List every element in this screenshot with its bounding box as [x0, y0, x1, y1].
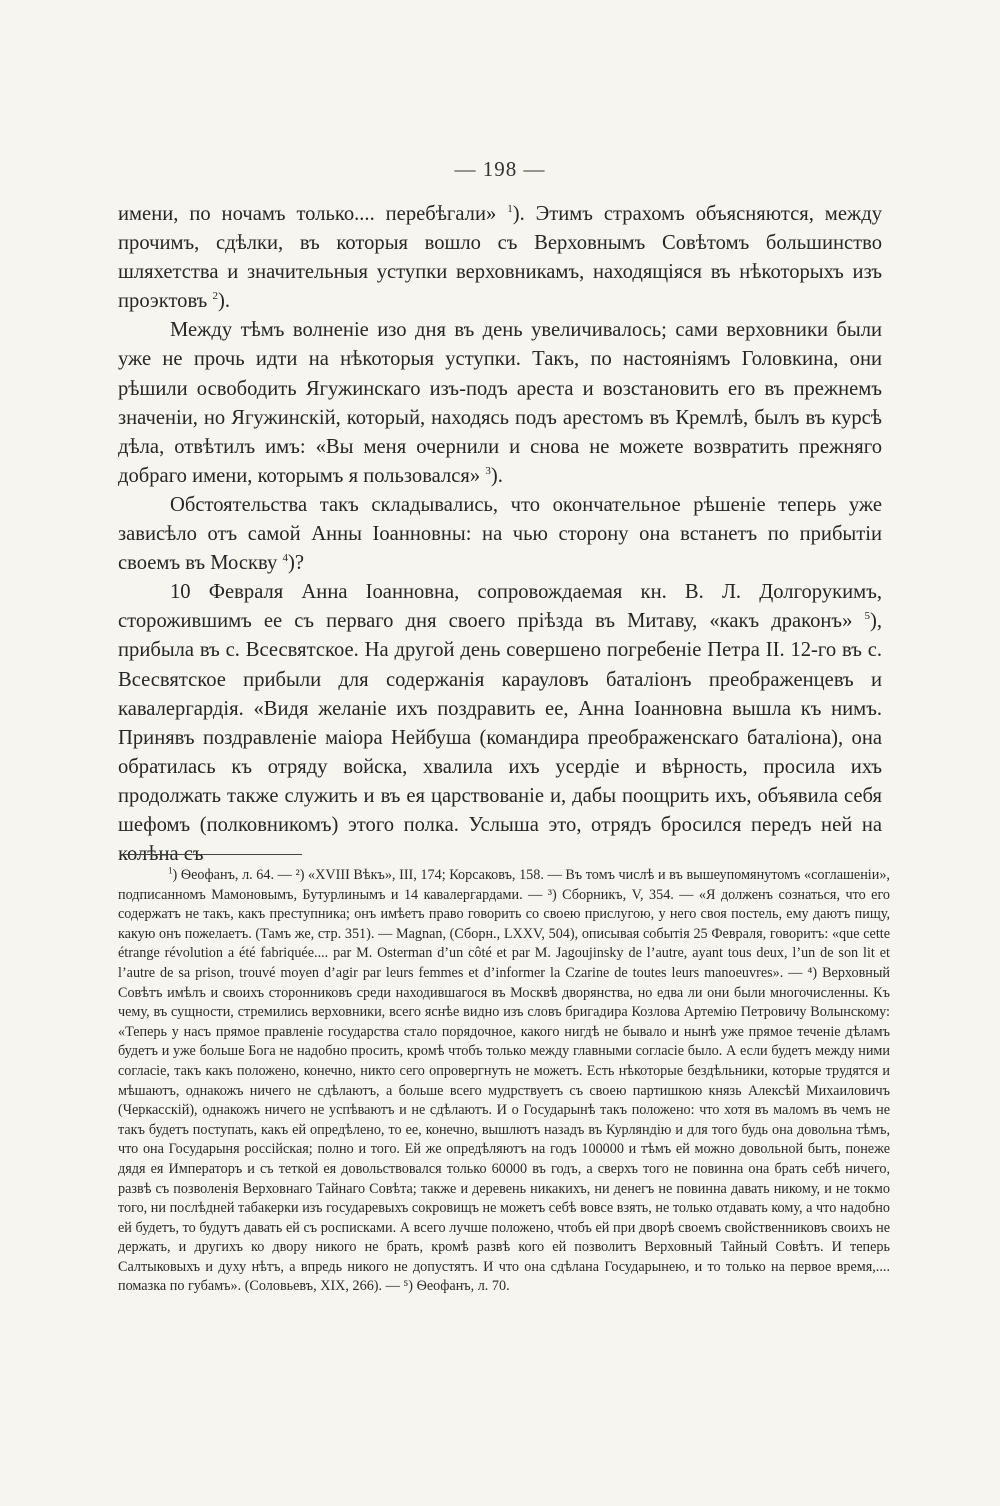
paragraph-text: 10 Февраля Анна Іоанновна, сопровождаемая кн. В. Л. Долгорукимъ, сторожившимъ ее съ перваго дня своего пріѣзда въ Митаву, «какъ драконъ» [118, 581, 882, 633]
paragraph-text: Обстоятельства такъ складывались, что окончательное рѣшеніе теперь уже зависѣло отъ самой Анны Іоанновны: на чью сторону она встанетъ по прибытіи своемъ въ Москву [118, 493, 882, 575]
page-number: — 198 — [454, 157, 546, 181]
paragraph-text: ). [490, 464, 503, 487]
footnote-marker: 2 [212, 290, 218, 303]
paragraph-text: ), прибыла въ с. Всесвятское. На другой день совершено погребеніе Петра II. 12-го въ с. Всесвятское прибыли для содержанія карауловъ баталіонъ преображенцевъ и кавалергардія. «Видя желаніе ихъ поздравить ее, Анна Іоанновна вышла къ нимъ. Принявъ поздравленіе маіора Нейбуша (командира преображенскаго баталіона), она обратилась къ отряду войска, хвалила ихъ усердіе и вѣрность, просила ихъ продолжать также служить и въ ея царствованіе и, дабы поощрить ихъ, объявила себя шефомъ (полковникомъ) этого полка. Услыша это, отрядъ бросился передъ ней на колѣна съ [118, 610, 882, 866]
footnote-marker: 3 [485, 464, 491, 477]
paragraph-text: ). [217, 290, 230, 313]
paragraph-text: )? [287, 552, 304, 575]
paragraph-text: имени, по ночамъ только.... перебѣгали» [118, 203, 508, 225]
main-text-body [118, 200, 882, 869]
footnotes-block: $^1$) Ѳеофанъ, л. 64. — ²) «XVIII Вѣкъ», III, 174; Корсаковъ, 158. — Въ томъ числѣ и въ вышеупомянутомъ «соглашеніи», подписанномъ Мамоновымъ, Бутурлинымъ и 14 кавалергардами. — ³) Сборникъ, V, 354. — «Я долженъ сознаться, что его содержатъ не такъ, какъ преступника; онъ имѣетъ право говорить со своею прислугою, у него своя постель, ему даютъ пищу, какую онъ пожелаетъ. (Тамъ же, стр. 351). — Magnan, (Сборн., LXXV, 504), описывая событія 25 Февраля, говоритъ: «que cette étrange révolution a été fabriquée.... par M. Osterman d’un côté et par M. Jagoujinsky de l’autre, ayant tous deux, l’un de son lit et l’autre de sa prison, trouvé moyen d’agir par leurs femmes et d’informer la Czarine de toutes leurs manoeuvres». — ⁴) Верховный Совѣтъ имѣлъ и своихъ сторонниковъ среди находившагося въ Москвѣ дворянства, но едва ли они были многочисленны. Къ чему, въ сущности, стремились верховники, всего яснѣе видно изъ словъ бригадира Козлова Артемію Петровичу Волынскому: «Теперь у насъ прямое правленіе государства стало порядочное, какого нигдѣ не бывало и нынѣ уже прямое теченіе дѣламъ будетъ и уже больше Бога не надобно просить, кромѣ чтобъ только между главными согласіе было. А если будетъ между ними согласіе, такъ какъ положено, конечно, никто сего опровергнуть не можетъ. Есть нѣкоторые бездѣльники, которые трудятся и мѣшаютъ, однакожъ ничего не сдѣлаютъ, а больше всего мудрствуетъ съ своею партишкою князь Алексѣй Михаиловичъ (Черкасскій), однакожъ ничего не успѣваютъ и не сдѣлаютъ. И о Государынѣ такъ положено: что хотя въ маломъ въ чемъ не такъ будетъ поступать, какъ ей опредѣлено, то ее, конечно, вышлютъ назадъ въ Курляндію и для того будь она довольна тѣмъ, что она Государыня россійская; полно и того. Ей же опредѣляютъ на годъ 100000 и тѣмъ ей можно довольной быть, понеже дядя ея Императоръ и съ теткой ея довольствовался только 60000 въ годъ, а сверхъ того не повинна она брать себѣ ничего, развѣ съ позволенія Верховнаго Тайнаго Совѣта; также и деревень никакихъ, ни денегъ не повинна давать никому, и не токмо того, ни послѣдней табакерки изъ государевыхъ сокровищъ не можетъ себѣ вовсе взять, не только отдавать кому, а что надобно ей будетъ, то будутъ давать ей съ росписками. А всего лучше положено, чтобъ ей при дворѣ своемъ свойственниковъ своихъ не держать, и другихъ ко двору никого не брать, кромѣ развѣ кого ей позволитъ Верховный Тайный Совѣтъ. И теперь Салтыковыхъ и духу нѣтъ, а впредь никого не допустятъ. И что она сдѣлана Государынею, и то только на первое время,.... помазка по губамъ». (Соловьевъ, XIX, 266). — ⁵) Ѳеофанъ, л. 70. [118, 865, 890, 1295]
footnote-marker: 1 [507, 203, 513, 216]
footnotes-text: Ѳеофанъ, л. 64. — ²) «XVIII Вѣкъ», III, 174; Корсаковъ, 158. — Въ томъ числѣ и въ вышеупомянутомъ «соглашеніи», подписанномъ Мамоновымъ, Бутурлинымъ и 14 кавалергардами. — ³) Сборникъ, V, 354. — «Я долженъ сознаться, что его содержатъ не такъ, какъ преступника; онъ имѣетъ право говорить со своею прислугою, у него своя постель, ему даютъ пищу, какую онъ пожелаетъ. (Тамъ же, стр. 351). — Magnan, (Сборн., LXXV, 504), описывая событія 25 Февраля, говоритъ: «que cette étrange révolution a été fabriquée.... par M. Osterman d’un côté et par M. Jagoujinsky de l’autre, ayant tous deux, l’un de son lit et l’autre de sa prison, trouvé moyen d’agir par leurs femmes et d’informer la Czarine de toutes leurs manoeuvres». — ⁴) Верховный Совѣтъ имѣлъ и своихъ сторонниковъ среди находившагося въ Москвѣ дворянства, но едва ли они были многочисленны. Къ чему, въ сущности, стремились верховники, всего яснѣе видно изъ словъ бригадира Козлова Артемію Петровичу Волынскому: «Теперь у насъ прямое правленіе государства стало порядочное, какого нигдѣ не бывало и нынѣ уже прямое теченіе дѣламъ будетъ и уже больше Бога не надобно просить, кромѣ чтобъ только между главными согласіе было. А если будетъ между ними согласіе, такъ какъ положено, конечно, никто сего опровергнуть не можетъ. Есть нѣкоторые бездѣльники, которые трудятся и мѣшаютъ, однакожъ ничего не сдѣлаютъ, а больше всего мудрствуетъ съ своею партишкою князь Алексѣй Михаиловичъ (Черкасскій), однакожъ ничего не успѣваютъ и не сдѣлаютъ. И о Государынѣ такъ положено: что хотя въ маломъ въ чемъ не такъ будетъ поступать, какъ ей опредѣлено, то ее, конечно, вышлютъ назадъ въ Курляндію и для того будь она довольна тѣмъ, что она Государыня россійская; полно и того. Ей же опредѣляютъ на годъ 100000 и тѣмъ ей можно довольной быть, понеже дядя ея Императоръ и съ теткой ея довольствовался только 60000 въ годъ, а сверхъ того не повинна она брать себѣ ничего, развѣ съ позволенія Верховнаго Тайнаго Совѣта; также и деревень никакихъ, ни денегъ не повинна давать никому, и не токмо того, ни послѣдней табакерки изъ государевыхъ сокровищъ не можетъ себѣ вовсе взять, не только отдавать кому, а что надобно ей будетъ, то будутъ давать ей съ росписками. А всего лучше положено, чтобъ ей при дворѣ своемъ свойственниковъ своихъ не держать, и другихъ ко двору никого не брать, кромѣ развѣ кого ей позволитъ Верховный Тайный Совѣтъ. И теперь Салтыковыхъ и духу нѣтъ, а впредь никого не допустятъ. И что она сдѣлана Государынею, и то только на первое время,.... помазка по губамъ». (Соловьевъ, XIX, 266). — ⁵) Ѳеофанъ, л. 70. [118, 867, 890, 1295]
footnote-divider [120, 854, 302, 855]
paragraph-1 [118, 200, 882, 316]
footnote-marker: 5 [864, 610, 870, 623]
footnote-marker: 1 [168, 865, 173, 876]
paragraph-text: ). Этимъ страхомъ объясняются, между прочимъ, сдѣлки, въ которыя вошло съ Верховнымъ Совѣтомъ большинство шляхетства и значительныя уступки верховникамъ, находящіяся въ нѣкоторыхъ изъ проэктовъ [118, 203, 882, 313]
paragraph-4 [118, 578, 882, 869]
paragraph-text: Между тѣмъ волненіе изо дня въ день увеличивалось; сами верховники были уже не прочь идти на нѣкоторыя уступки. Такъ, по настояніямъ Головкина, они рѣшили освободить Ягужинскаго изъ-подъ ареста и возстановить его въ прежнемъ значеніи, но Ягужинскій, который, находясь подъ арестомъ въ Кремлѣ, былъ въ курсѣ дѣла, отвѣтилъ имъ: «Вы меня очернили и снова не можете возвратить прежняго добраго имени, которымъ я пользовался» [118, 319, 882, 487]
paragraph-2 [118, 316, 882, 491]
paragraph-3 [118, 491, 882, 578]
footnote-marker: 4 [282, 552, 288, 565]
